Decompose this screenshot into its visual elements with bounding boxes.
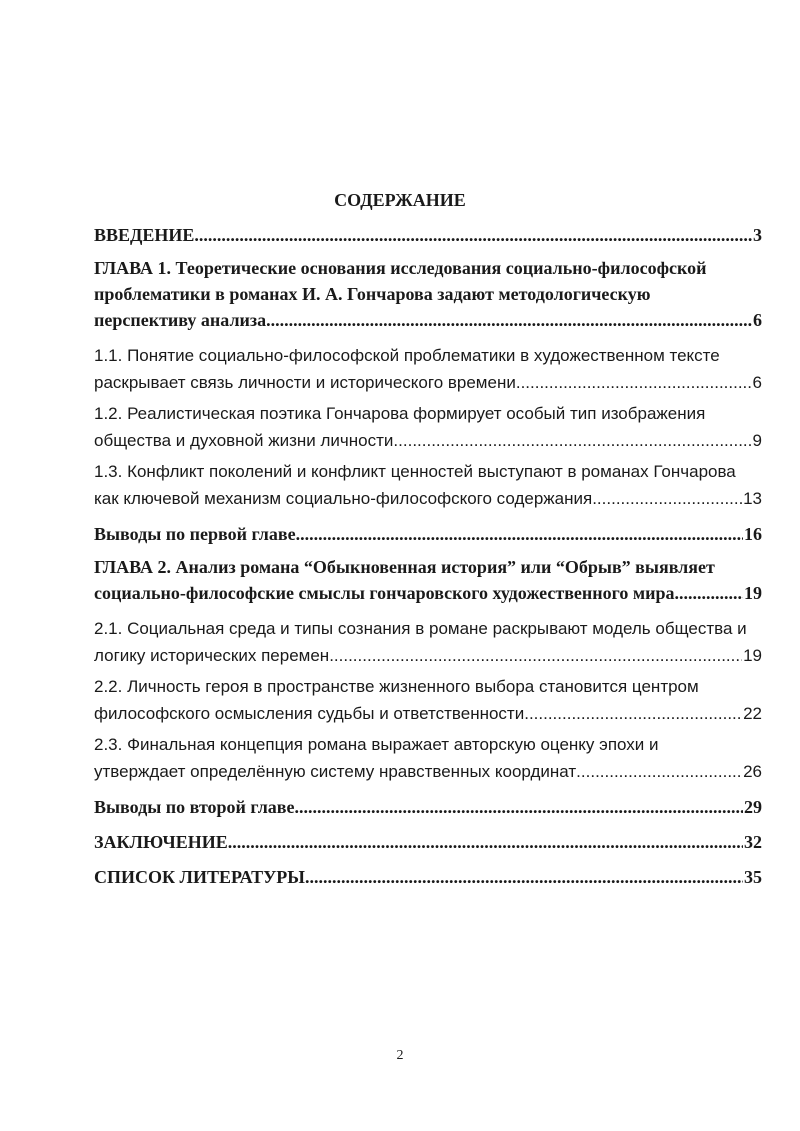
dot-leader — [194, 222, 752, 248]
dot-leader — [329, 642, 742, 669]
toc-page-number: 3 — [753, 225, 762, 245]
toc-entry-line: 2.3. Финальная концепция романа выражает авторскую оценку эпохи и — [94, 735, 659, 754]
toc-page-number: 16 — [744, 524, 762, 544]
dot-leader — [266, 307, 752, 333]
toc-entry-line: 2.2. Личность героя в пространстве жизненного выбора становится центром — [94, 677, 699, 696]
page-title: СОДЕРЖАНИЕ — [334, 190, 466, 210]
dot-leader — [516, 369, 752, 396]
toc-entry-section-1-2[interactable] — [94, 400, 762, 454]
toc-entry-conclusion[interactable] — [94, 829, 762, 855]
toc-entry-label: перспективу анализа — [94, 310, 267, 330]
dot-leader — [305, 864, 743, 890]
toc-entry-section-2-3[interactable] — [94, 731, 762, 785]
dot-leader — [576, 758, 742, 785]
toc-entry-label: философского осмысления судьбы и ответственности — [94, 704, 525, 723]
toc-entry-label: социально-философские смыслы гончаровского художественного мира — [94, 583, 675, 603]
toc-entry-line: 1.1. Понятие социально-философской проблематики в художественном тексте — [94, 346, 720, 365]
toc-entry-label: ЗАКЛЮЧЕНИЕ — [94, 832, 228, 852]
toc-entry-line: проблематики в романах И. А. Гончарова задают методологическую — [94, 284, 651, 304]
toc-page-number: 19 — [744, 583, 762, 603]
dot-leader — [228, 829, 743, 855]
toc-page-number: 6 — [752, 373, 762, 392]
toc-entry-label: СПИСОК ЛИТЕРАТУРЫ — [94, 867, 305, 887]
table-of-contents — [94, 222, 762, 890]
toc-entry-line: 1.3. Конфликт поколений и конфликт ценностей выступают в романах Гончарова — [94, 462, 736, 481]
toc-entry-chapter-2[interactable] — [94, 554, 762, 606]
toc-page-number: 32 — [744, 832, 762, 852]
toc-page-number: 35 — [744, 867, 762, 887]
toc-entry-conclusions-2[interactable] — [94, 794, 762, 820]
toc-entry-label: ВВЕДЕНИЕ — [94, 225, 195, 245]
toc-page-number: 26 — [743, 762, 762, 781]
toc-entry-section-1-3[interactable] — [94, 458, 762, 512]
toc-entry-label: логику исторических перемен — [94, 646, 330, 665]
toc-entry-label: общества и духовной жизни личности — [94, 431, 394, 450]
page-number: 2 — [396, 1048, 404, 1063]
toc-entry-label: утверждает определённую систему нравственных координат — [94, 762, 577, 781]
dot-leader — [524, 700, 742, 727]
toc-entry-label: Выводы по первой главе — [94, 524, 296, 544]
toc-entry-conclusions-1[interactable] — [94, 521, 762, 547]
dot-leader — [592, 485, 742, 512]
toc-entry-label: Выводы по второй главе — [94, 797, 295, 817]
toc-entry-chapter-1[interactable] — [94, 255, 762, 333]
toc-entry-introduction[interactable] — [94, 222, 762, 248]
toc-page-number: 13 — [743, 489, 762, 508]
toc-page-number: 22 — [743, 704, 762, 723]
toc-entry-section-1-1[interactable] — [94, 342, 762, 396]
toc-entry-line: ГЛАВА 2. Анализ романа “Обыкновенная история” или “Обрыв” выявляет — [94, 557, 715, 577]
toc-entry-label: раскрывает связь личности и исторического времени — [94, 373, 516, 392]
toc-page-number: 19 — [743, 646, 762, 665]
toc-entry-label: как ключевой механизм социально-философского содержания — [94, 489, 593, 508]
toc-entry-section-2-2[interactable] — [94, 673, 762, 727]
toc-entry-section-2-1[interactable] — [94, 615, 762, 669]
toc-page-number: 9 — [752, 431, 762, 450]
toc-page-number: 29 — [744, 797, 762, 817]
dot-leader — [675, 580, 743, 606]
dot-leader — [295, 794, 744, 820]
dot-leader — [393, 427, 751, 454]
toc-entry-line: ГЛАВА 1. Теоретические основания исследования социально-философской — [94, 258, 707, 278]
toc-page-number: 6 — [753, 310, 762, 330]
dot-leader — [296, 521, 743, 547]
toc-entry-line: 2.1. Социальная среда и типы сознания в романе раскрывают модель общества и — [94, 619, 747, 638]
toc-entry-line: 1.2. Реалистическая поэтика Гончарова формирует особый тип изображения — [94, 404, 706, 423]
toc-entry-references[interactable] — [94, 864, 762, 890]
